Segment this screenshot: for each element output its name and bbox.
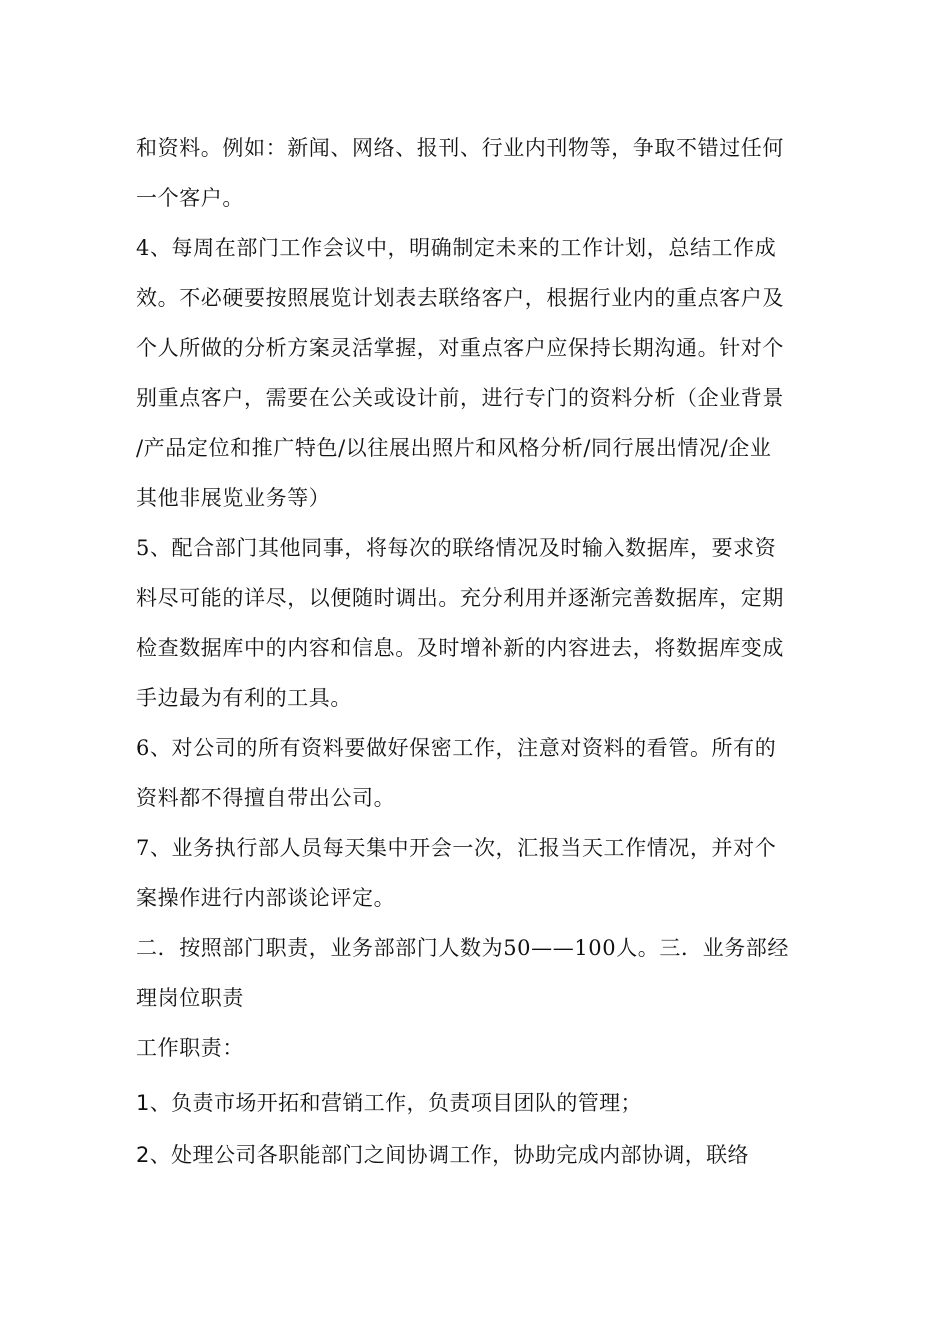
item-7-line-1: 7、业务执行部人员每天集中开会一次，汇报当天工作情况，并对个 xyxy=(136,836,777,860)
item-4-line-3: 个人所做的分析方案灵活掌握，对重点客户应保持长期沟通。针对个 xyxy=(136,336,784,360)
item-6-line-1: 6、对公司的所有资料要做好保密工作，注意对资料的看管。所有的 xyxy=(136,736,777,760)
text-line-1: 和资料。例如：新闻、网络、报刊、行业内刊物等，争取不错过任何 xyxy=(136,136,784,160)
section-heading-line-2: 理岗位职责 xyxy=(136,986,244,1010)
item-4-line-6: 其他非展览业务等） xyxy=(136,486,331,510)
item-5-line-2: 料尽可能的详尽，以便随时调出。充分利用并逐渐完善数据库，定期 xyxy=(136,586,784,610)
item-5-line-1: 5、配合部门其他同事，将每次的联络情况及时输入数据库，要求资 xyxy=(136,536,777,560)
item-5-line-3: 检查数据库中的内容和信息。及时增补新的内容进去，将数据库变成 xyxy=(136,636,784,660)
item-4-line-4: 别重点客户，需要在公关或设计前，进行专门的资料分析（企业背景 xyxy=(136,386,784,410)
item-7-line-2: 案操作进行内部谈论评定。 xyxy=(136,886,396,910)
item-4-line-1: 4、每周在部门工作会议中，明确制定未来的工作计划，总结工作成 xyxy=(136,236,777,260)
section-heading-line-1: 二．按照部门职责，业务部部门人数为50——100人。三．业务部经 xyxy=(136,936,790,960)
duties-heading: 工作职责： xyxy=(136,1036,244,1060)
item-5-line-4: 手边最为有利的工具。 xyxy=(136,686,352,710)
item-6-line-2: 资料都不得擅自带出公司。 xyxy=(136,786,396,810)
duty-item-2: 2、处理公司各职能部门之间协调工作，协助完成内部协调，联络 xyxy=(136,1143,749,1167)
item-4-line-5: /产品定位和推广特色/以往展出照片和风格分析/同行展出情况/企业 xyxy=(136,436,772,460)
duty-item-1: 1、负责市场开拓和营销工作，负责项目团队的管理； xyxy=(136,1091,642,1115)
item-4-line-2: 效。不必硬要按照展览计划表去联络客户，根据行业内的重点客户及 xyxy=(136,286,784,310)
text-line-2: 一个客户。 xyxy=(136,186,244,210)
